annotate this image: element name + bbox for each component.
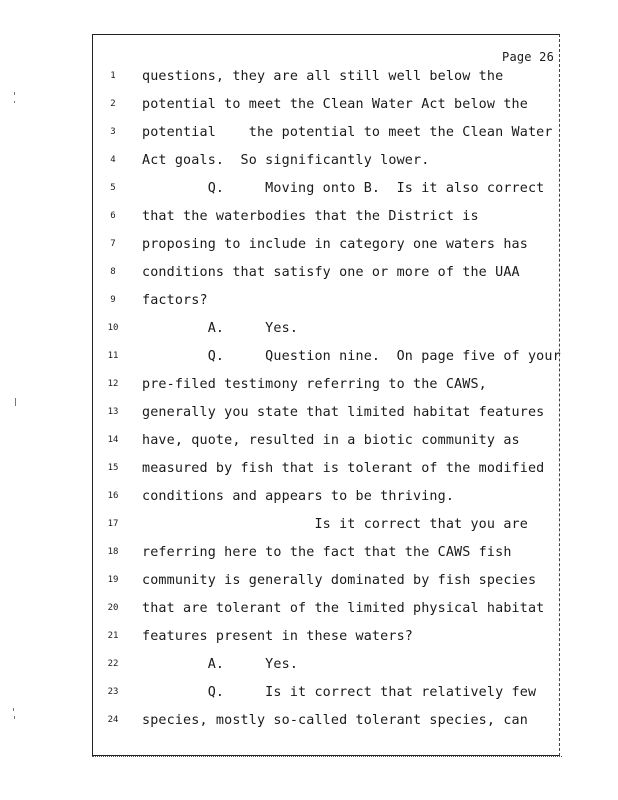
line-number: 12 [107, 379, 119, 389]
line-text: potential the potential to meet the Clean Water [142, 125, 553, 140]
line-text: community is generally dominated by fish species [142, 573, 537, 588]
transcript-line [0, 155, 618, 183]
scan-speck [13, 708, 14, 711]
line-text: generally you state that limited habitat features [142, 405, 545, 420]
bottom-rule [92, 756, 562, 757]
page-number: Page 26 [502, 50, 554, 64]
transcript-line [0, 99, 618, 127]
transcript-line [0, 379, 618, 407]
transcript-line [0, 547, 618, 575]
line-text: questions, they are all still well below the [142, 69, 504, 84]
line-number: 5 [110, 183, 116, 193]
transcript-line [0, 687, 618, 715]
transcript-line [0, 351, 618, 379]
transcript-line [0, 435, 618, 463]
line-number: 14 [107, 435, 119, 445]
scan-speck [14, 92, 15, 95]
line-number: 9 [110, 295, 116, 305]
transcript-line [0, 491, 618, 519]
line-text: proposing to include in category one waters has [142, 237, 528, 252]
transcript-line [0, 267, 618, 295]
transcript-line [0, 407, 618, 435]
line-number: 21 [107, 631, 119, 641]
line-number: 15 [107, 463, 119, 473]
transcript-line [0, 575, 618, 603]
line-number: 4 [110, 155, 116, 165]
transcript-line [0, 659, 618, 687]
line-text: that the waterbodies that the District is [142, 209, 479, 224]
line-text: Is it correct that you are [142, 517, 528, 532]
line-text: that are tolerant of the limited physical habitat [142, 601, 545, 616]
transcript-line [0, 603, 618, 631]
line-text: factors? [142, 293, 208, 308]
line-text: conditions and appears to be thriving. [142, 489, 455, 504]
transcript-line [0, 211, 618, 239]
line-text: Q. Question nine. On page five of your [142, 349, 561, 364]
transcript-line [0, 631, 618, 659]
line-number: 6 [110, 211, 116, 221]
line-number: 16 [107, 491, 119, 501]
line-text: A. Yes. [142, 321, 299, 336]
line-text: measured by fish that is tolerant of the modified [142, 461, 545, 476]
line-number: 2 [110, 99, 116, 109]
line-number: 23 [107, 687, 119, 697]
transcript-line [0, 715, 618, 743]
transcript-line [0, 71, 618, 99]
line-number: 10 [107, 323, 119, 333]
line-number: 18 [107, 547, 119, 557]
line-text: Q. Is it correct that relatively few [142, 685, 537, 700]
transcript-line [0, 127, 618, 155]
line-text: features present in these waters? [142, 629, 413, 644]
transcript-line [0, 239, 618, 267]
line-number: 1 [110, 71, 116, 81]
line-number: 19 [107, 575, 119, 585]
transcript-line [0, 463, 618, 491]
line-number: 20 [107, 603, 119, 613]
line-text: potential to meet the Clean Water Act below the [142, 97, 528, 112]
line-number: 24 [107, 715, 119, 725]
line-number: 8 [110, 267, 116, 277]
transcript-line [0, 519, 618, 547]
scan-speck [14, 101, 15, 103]
line-number: 17 [107, 519, 119, 529]
line-text: species, mostly so-called tolerant species, can [142, 713, 528, 728]
line-text: A. Yes. [142, 657, 299, 672]
transcript-line [0, 183, 618, 211]
line-text: have, quote, resulted in a biotic community as [142, 433, 520, 448]
line-text: referring here to the fact that the CAWS fish [142, 545, 512, 560]
line-number: 7 [110, 239, 116, 249]
line-number: 11 [107, 351, 119, 361]
line-text: conditions that satisfy one or more of the UAA [142, 265, 520, 280]
line-number: 13 [107, 407, 119, 417]
line-number: 3 [110, 127, 116, 137]
scan-speck [15, 398, 16, 406]
scan-speck [14, 716, 15, 719]
transcript-line [0, 323, 618, 351]
line-text: Q. Moving onto B. Is it also correct [142, 181, 545, 196]
transcript-line [0, 295, 618, 323]
line-number: 22 [107, 659, 119, 669]
line-text: pre-filed testimony referring to the CAWS, [142, 377, 487, 392]
line-text: Act goals. So significantly lower. [142, 153, 430, 168]
